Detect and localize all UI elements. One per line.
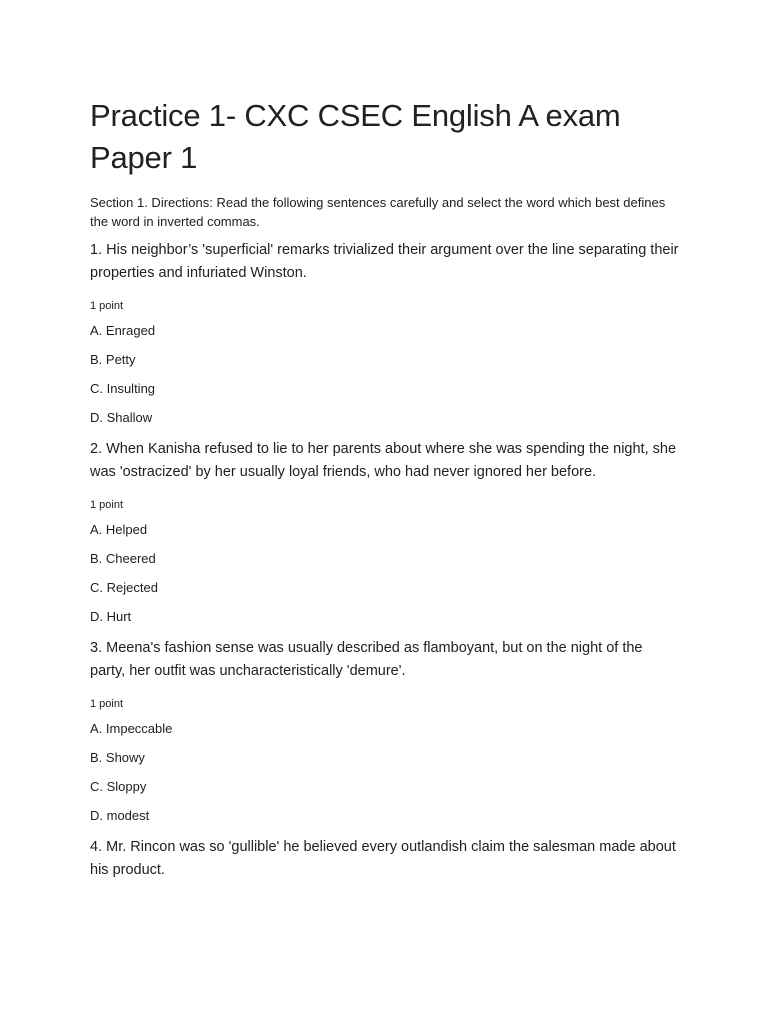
question-2-option-c[interactable]: C. Rejected	[90, 580, 158, 595]
document-page	[90, 95, 680, 882]
question-3-option-d[interactable]: D. modest	[90, 808, 150, 823]
section-directions: Section 1. Directions: Read the following sentences carefully and select the word which best defines the word in inverted commas.	[90, 195, 666, 229]
question-1-option-d[interactable]: D. Shallow	[90, 410, 153, 425]
question-3-options	[90, 721, 680, 824]
question-2-option-b[interactable]: B. Cheered	[90, 551, 156, 566]
question-1-option-a[interactable]: A. Enraged	[90, 323, 156, 338]
question-2-text: 2. When Kanisha refused to lie to her parents about where she was spending the night, she was 'ostracized' by her usually loyal friends, who had never ignored her before.	[90, 441, 677, 480]
question-1-text: 1. His neighbor’s 'superficial' remarks trivialized their argument over the line separating their properties and infuriated Winston.	[90, 242, 679, 281]
question-3-option-c[interactable]: C. Sloppy	[90, 779, 147, 794]
question-2-option-d[interactable]: D. Hurt	[90, 609, 132, 624]
question-3-option-b[interactable]: B. Showy	[90, 750, 145, 765]
question-3-points: 1 point	[90, 698, 124, 710]
page-title: Practice 1- CXC CSEC English A exam Paper 1	[90, 98, 621, 175]
question-1-option-c[interactable]: C. Insulting	[90, 381, 156, 396]
question-2-option-a[interactable]: A. Helped	[90, 522, 148, 537]
question-4-text: 4. Mr. Rincon was so 'gullible' he believed every outlandish claim the salesman made about his product.	[90, 839, 676, 878]
question-2-points: 1 point	[90, 499, 124, 511]
question-1-points: 1 point	[90, 300, 124, 312]
question-3-option-a[interactable]: A. Impeccable	[90, 721, 173, 736]
question-2-options	[90, 522, 680, 625]
question-3-text: 3. Meena's fashion sense was usually described as flamboyant, but on the night of the party, her outfit was uncharacteristically 'demure'.	[90, 640, 643, 679]
question-1-options	[90, 323, 680, 426]
question-1-option-b[interactable]: B. Petty	[90, 352, 136, 367]
